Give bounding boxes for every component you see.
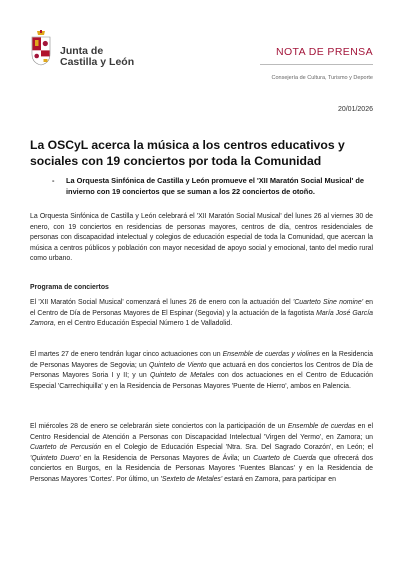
- press-release-label: NOTA DE PRENSA: [275, 46, 373, 58]
- logo-line-1: Junta de: [60, 45, 104, 57]
- department-name: Consejería de Cultura, Turismo y Deporte: [271, 75, 373, 81]
- section-heading: Programa de conciertos: [30, 284, 109, 291]
- header-divider: [260, 64, 373, 65]
- paragraph-1: El 'XII Maratón Social Musical' comenzará el lunes 26 de enero con la actuación del 'Cuarteto Sine nomine' en el Centro de Día de Personas Mayores de El Espinar (Segovia) y la actuación de la fagotista María José García Zamora, en el Centro Educación Especial Número 1 de Valladolid.: [30, 299, 374, 328]
- paragraph-3: El miércoles 28 de enero se celebrarán siete conciertos con la participación de un Ensemble de cuerdas en el Centro Residencial de Atención a Personas con Discapacidad Intelectual 'Virgen del Yermo', en Zamora; un Cuarteto de Percusión en el Colegio de Educación Especial 'Ntra. Sra. Del Sagrado Corazón', en León; el 'Quinteto Duero' en la Residencia de Personas Mayores de Ávila; un Cuarteto de Cuerda que ofrecerá dos conciertos en Burgos, en la Residencia de Personas Mayores 'Fuentes Blancas' y en la Residencia de Personas Mayores 'Cortes'. Por último, un 'Sexteto de Metales' estará en Zamora, para participar en: [30, 423, 374, 483]
- headline: La OSCyL acerca la música a los centros educativos y sociales con 19 conciertos por toda la Comunidad: [30, 138, 345, 168]
- subheadline: La Orquesta Sinfónica de Castilla y León promueve el 'XII Maratón Social Musical' de invierno con 19 conciertos que se suman a los 22 conciertos de otoño.: [66, 176, 364, 196]
- release-date: 20/01/2026: [337, 106, 373, 113]
- paragraph-2: El martes 27 de enero tendrán lugar cinco actuaciones con un Ensemble de cuerdas y violines en la Residencia de Personas Mayores de Segovia; un Quinteto de Viento que actuará en dos conciertos los Centros de Día de Personas Mayores Soria I y II; y un Quinteto de Metales con dos actuaciones en el Centro de Educación Especial 'Carrechiquilla' y en la Residencia de Personas Mayores 'Puente de Hierro', ambos en Palencia.: [30, 351, 373, 390]
- logo-wordmark: [60, 46, 134, 68]
- intro-paragraph: La Orquesta Sinfónica de Castilla y León celebrará el 'XII Maratón Social Musical' del lunes 26 al viernes 30 de enero, con 19 conciertos en residencias de personas mayores, centros de día, centros residenciales de personas con discapacidad intelectual y colegios de educación especial de toda la Comunidad, que acercan la música a centros públicos y población con mayor necesidad de apoyo social y emocional, tanto del medio rural como urbano.: [30, 213, 373, 263]
- logo-line-2: Castilla y León: [60, 56, 135, 68]
- coat-of-arms-icon: [30, 30, 52, 66]
- bullet-dash: -: [52, 176, 55, 185]
- junta-logo: [30, 30, 140, 70]
